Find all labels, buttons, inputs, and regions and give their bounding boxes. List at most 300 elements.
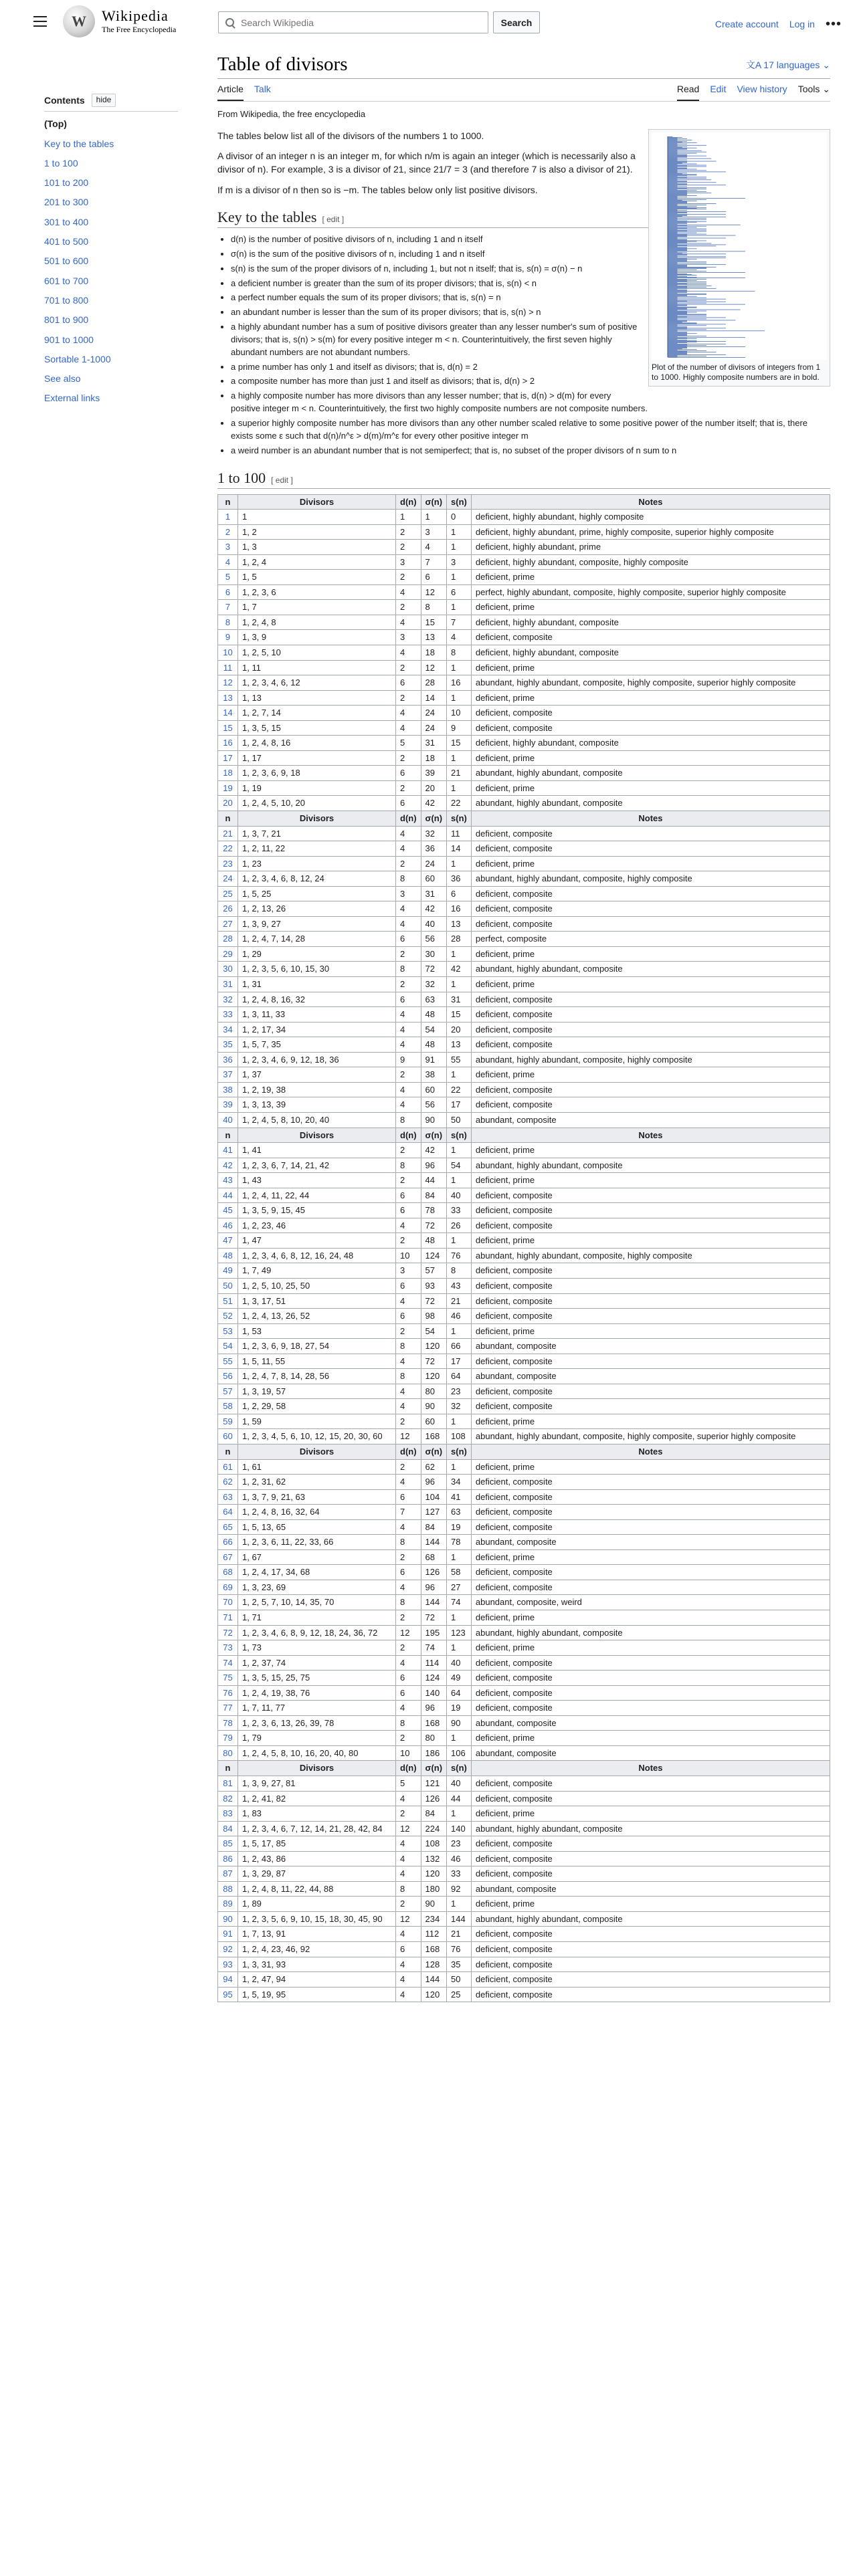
note-tag: , composite: [578, 1913, 623, 1924]
number-cell[interactable]: 56: [218, 1369, 238, 1384]
s-cell: 1: [447, 1610, 472, 1626]
number-cell[interactable]: 17: [218, 750, 238, 766]
column-header[interactable]: d(n): [396, 1444, 421, 1459]
number-cell[interactable]: 16: [218, 736, 238, 751]
number-cell[interactable]: 79: [218, 1731, 238, 1746]
column-header[interactable]: σ(n): [421, 1761, 447, 1776]
s-cell: 40: [447, 1776, 472, 1792]
notes-cell: [471, 1565, 830, 1580]
divisors-cell: 1, 2, 5, 10, 25, 50: [238, 1278, 396, 1293]
divisors-cell: 1, 2, 4, 7, 14, 28: [238, 932, 396, 947]
column-header[interactable]: σ(n): [421, 811, 447, 827]
tab-view-history[interactable]: View history: [737, 83, 787, 94]
note-tag: , prime: [508, 1325, 535, 1336]
toc-item[interactable]: External links: [44, 393, 100, 404]
more-options-icon[interactable]: •••: [825, 17, 842, 31]
number-cell[interactable]: 61: [218, 1459, 238, 1475]
search-button[interactable]: Search: [493, 11, 540, 33]
notes-cell: [471, 1836, 830, 1852]
number-cell[interactable]: 43: [218, 1173, 238, 1188]
number-cell[interactable]: 38: [218, 1082, 238, 1097]
number-cell[interactable]: 84: [218, 1821, 238, 1836]
divisors-cell: 1, 3, 9: [238, 630, 396, 645]
plot-bar: [668, 150, 702, 151]
number-cell[interactable]: 37: [218, 1067, 238, 1083]
plot-bar: [668, 273, 678, 274]
number-cell[interactable]: 57: [218, 1384, 238, 1399]
number-cell[interactable]: 11: [218, 660, 238, 675]
note-tag: deficient: [475, 1808, 508, 1819]
note-tag: , highly composite: [618, 556, 688, 567]
plot-bar: [668, 194, 687, 195]
number-cell[interactable]: 8: [218, 615, 238, 630]
note-tag: , composite: [578, 677, 623, 688]
divisors-cell: 1, 23: [238, 856, 396, 871]
plot-bar: [668, 250, 687, 251]
number-cell[interactable]: 64: [218, 1505, 238, 1520]
column-header[interactable]: Notes: [471, 1761, 830, 1776]
plot-bar: [668, 218, 706, 219]
notes-cell: [471, 1173, 830, 1188]
number-cell[interactable]: 94: [218, 1972, 238, 1988]
number-cell[interactable]: 59: [218, 1414, 238, 1429]
notes-cell: [471, 1897, 830, 1912]
number-cell[interactable]: 12: [218, 675, 238, 691]
note-tag: , prime: [508, 979, 535, 990]
number-cell[interactable]: 62: [218, 1475, 238, 1490]
notes-cell: [471, 706, 830, 721]
note-tag: , prime: [508, 692, 535, 703]
number-cell[interactable]: 39: [218, 1097, 238, 1113]
column-header[interactable]: s(n): [447, 494, 472, 510]
divisor-count-plot[interactable]: [652, 132, 827, 360]
number-cell[interactable]: 92: [218, 1942, 238, 1957]
plot-bar: [668, 295, 687, 296]
d-cell: 2: [396, 780, 421, 796]
column-header[interactable]: n: [218, 494, 238, 510]
number-cell[interactable]: 13: [218, 690, 238, 706]
column-header[interactable]: Divisors: [238, 1761, 396, 1776]
toc-item[interactable]: 201 to 300: [44, 197, 89, 208]
number-cell[interactable]: 24: [218, 871, 238, 887]
plot-bar: [668, 316, 687, 317]
number-cell[interactable]: 73: [218, 1640, 238, 1656]
number-cell[interactable]: 5: [218, 570, 238, 585]
number-cell[interactable]: 75: [218, 1671, 238, 1686]
intro-paragraph-2: A divisor of an integer n is an integer m, for which n/m is again an integer (which is necessarily also a divisor of n). For example, 3 is a divisor of 21, since 21/7 = 3 (and therefore 7 is also a divisor of 21).: [217, 150, 636, 175]
number-cell[interactable]: 78: [218, 1715, 238, 1731]
note-tag: , composite: [508, 1009, 553, 1020]
number-cell[interactable]: 83: [218, 1806, 238, 1822]
toc-item[interactable]: 1 to 100: [44, 157, 78, 169]
tab-read[interactable]: Read: [677, 82, 699, 101]
notes-cell: [471, 1942, 830, 1957]
column-header[interactable]: σ(n): [421, 1128, 447, 1143]
notes-cell: [471, 1354, 830, 1369]
toc-item[interactable]: 801 to 900: [44, 314, 89, 326]
column-header[interactable]: s(n): [447, 1128, 472, 1143]
sigma-cell: 84: [421, 1519, 447, 1535]
toc-item[interactable]: 601 to 700: [44, 275, 89, 286]
plot-bar: [668, 252, 687, 253]
number-cell[interactable]: 60: [218, 1429, 238, 1444]
divisors-cell: 1, 2, 3, 6: [238, 584, 396, 600]
language-count: 17 languages: [763, 59, 820, 70]
number-cell[interactable]: 7: [218, 600, 238, 615]
sigma-cell: 1: [421, 510, 447, 525]
plot-bar: [668, 245, 717, 246]
column-header[interactable]: Notes: [471, 1128, 830, 1143]
column-header[interactable]: σ(n): [421, 494, 447, 510]
table-row: [218, 1037, 830, 1053]
s-cell: 92: [447, 1881, 472, 1897]
number-cell[interactable]: 80: [218, 1745, 238, 1761]
number-cell[interactable]: 91: [218, 1927, 238, 1942]
number-cell[interactable]: 20: [218, 796, 238, 811]
column-header[interactable]: n: [218, 1444, 238, 1459]
s-cell: 1: [447, 1806, 472, 1822]
number-cell[interactable]: 46: [218, 1218, 238, 1233]
column-header[interactable]: Divisors: [238, 811, 396, 827]
key-item: • a highly abundant number has a sum of positive divisors greater than any lesser number's sum of positive divisors; that is, s(n) > s(m) for every positive integer m < n. Counterintuitively, the first seven highly abundant numbers are not abundant numbers.: [231, 321, 830, 359]
main-menu-button[interactable]: [33, 16, 47, 27]
number-cell[interactable]: 69: [218, 1580, 238, 1595]
plot-bar: [668, 255, 678, 256]
table-row: [218, 1836, 830, 1852]
number-cell[interactable]: 18: [218, 766, 238, 781]
s-cell: 1: [447, 856, 472, 871]
notes-cell: [471, 1339, 830, 1354]
toc-item[interactable]: 901 to 1000: [44, 334, 94, 345]
number-cell[interactable]: 81: [218, 1776, 238, 1792]
divisors-cell: 1, 2, 4, 8, 16: [238, 736, 396, 751]
table-row: [218, 554, 830, 570]
note-tag: , prime: [508, 1733, 535, 1743]
divisors-cell: 1, 2, 3, 6, 9, 18, 27, 54: [238, 1339, 396, 1354]
number-cell[interactable]: 19: [218, 780, 238, 796]
note-tag: deficient: [475, 888, 508, 899]
divisors-cell: 1, 7, 49: [238, 1263, 396, 1279]
note-tag: , composite: [512, 1883, 557, 1894]
number-cell[interactable]: 2: [218, 524, 238, 540]
notes-cell: [471, 1731, 830, 1746]
d-cell: 2: [396, 660, 421, 675]
table-row: [218, 1972, 830, 1988]
plot-bar: [668, 267, 706, 268]
number-cell[interactable]: 3: [218, 540, 238, 555]
toc-item[interactable]: 501 to 600: [44, 255, 89, 267]
column-header[interactable]: Notes: [471, 494, 830, 510]
s-cell: 123: [447, 1625, 472, 1640]
sigma-cell: 54: [421, 1022, 447, 1037]
number-cell[interactable]: 36: [218, 1052, 238, 1067]
number-cell[interactable]: 55: [218, 1354, 238, 1369]
d-cell: 2: [396, 540, 421, 555]
column-header[interactable]: Notes: [471, 1444, 830, 1459]
notes-cell: [471, 1022, 830, 1037]
plot-bar: [668, 138, 687, 139]
toc-item[interactable]: See also: [44, 373, 81, 385]
key-edit-link[interactable]: [ edit ]: [322, 215, 345, 225]
number-cell[interactable]: 31: [218, 977, 238, 992]
column-header[interactable]: s(n): [447, 1444, 472, 1459]
note-tag: , composite: [508, 1868, 553, 1879]
note-tag: , superior highly composite: [692, 677, 796, 688]
number-cell[interactable]: 45: [218, 1203, 238, 1218]
note-tag: , prime: [574, 526, 601, 537]
d-cell: 10: [396, 1745, 421, 1761]
language-selector[interactable]: [746, 58, 830, 72]
number-cell[interactable]: 71: [218, 1610, 238, 1626]
table-row: [218, 1429, 830, 1444]
notes-cell: [471, 1429, 830, 1444]
toc-hide-button[interactable]: hide: [92, 94, 116, 106]
sigma-cell: 126: [421, 1791, 447, 1806]
notes-cell: [471, 1671, 830, 1686]
create-account-link[interactable]: Create account: [714, 19, 779, 30]
column-header[interactable]: d(n): [396, 1761, 421, 1776]
number-cell[interactable]: 68: [218, 1565, 238, 1580]
number-cell[interactable]: 74: [218, 1655, 238, 1671]
column-header[interactable]: s(n): [447, 1761, 472, 1776]
number-cell[interactable]: 15: [218, 720, 238, 736]
number-cell[interactable]: 49: [218, 1263, 238, 1279]
divisors-cell: 1, 3, 9, 27, 81: [238, 1776, 396, 1792]
toc-item[interactable]: Key to the tables: [44, 138, 114, 149]
number-cell[interactable]: 95: [218, 1987, 238, 2002]
table-row: [218, 1685, 830, 1701]
column-header[interactable]: d(n): [396, 494, 421, 510]
s-cell: 9: [447, 720, 472, 736]
number-cell[interactable]: 32: [218, 992, 238, 1007]
plot-bar: [668, 266, 687, 267]
note-tag: , composite: [508, 708, 553, 718]
note-tag: , composite: [512, 1114, 557, 1125]
search-input[interactable]: [241, 12, 488, 33]
number-cell[interactable]: 72: [218, 1625, 238, 1640]
s-cell: 106: [447, 1745, 472, 1761]
number-cell[interactable]: 35: [218, 1037, 238, 1053]
note-tag: , prime: [508, 1145, 535, 1156]
number-cell[interactable]: 40: [218, 1112, 238, 1128]
section-edit-link[interactable]: [ edit ]: [271, 475, 293, 485]
s-cell: 33: [447, 1866, 472, 1882]
number-cell[interactable]: 23: [218, 856, 238, 871]
number-cell[interactable]: 4: [218, 554, 238, 570]
log-in-link[interactable]: Log in: [789, 19, 815, 30]
number-cell[interactable]: 86: [218, 1851, 238, 1866]
table-header-row: [218, 1444, 830, 1459]
divisors-cell: 1: [238, 510, 396, 525]
column-header[interactable]: n: [218, 1128, 238, 1143]
table-row: [218, 1323, 830, 1339]
note-tag: deficient: [475, 1959, 508, 1969]
number-cell[interactable]: 1: [218, 510, 238, 525]
tab-edit[interactable]: Edit: [710, 83, 727, 94]
column-header[interactable]: n: [218, 1761, 238, 1776]
number-cell[interactable]: 76: [218, 1685, 238, 1701]
d-cell: 4: [396, 1037, 421, 1053]
number-cell[interactable]: 27: [218, 916, 238, 932]
toc-item[interactable]: 301 to 400: [44, 216, 89, 227]
number-cell[interactable]: 67: [218, 1549, 238, 1565]
number-cell[interactable]: 87: [218, 1866, 238, 1882]
sigma-cell: 104: [421, 1489, 447, 1505]
search-icon: [225, 18, 234, 27]
toc-item[interactable]: (Top): [44, 118, 67, 130]
column-header[interactable]: d(n): [396, 811, 421, 827]
column-header[interactable]: Divisors: [238, 1128, 396, 1143]
s-cell: 15: [447, 736, 472, 751]
d-cell: 6: [396, 1489, 421, 1505]
sigma-cell: 84: [421, 1806, 447, 1822]
plot-bar: [668, 327, 687, 328]
number-cell[interactable]: 42: [218, 1158, 238, 1173]
number-cell[interactable]: 70: [218, 1595, 238, 1610]
key-item: • a composite number has more than just 1 and itself as divisors; that is, d(n) > 2: [231, 375, 830, 388]
number-cell[interactable]: 53: [218, 1323, 238, 1339]
number-cell[interactable]: 10: [218, 645, 238, 661]
divisor-plot-figure: [648, 129, 830, 387]
number-cell[interactable]: 22: [218, 841, 238, 857]
plot-bar: [668, 264, 726, 265]
plot-bar: [668, 170, 706, 171]
s-cell: 49: [447, 1671, 472, 1686]
number-cell[interactable]: 54: [218, 1339, 238, 1354]
number-cell[interactable]: 51: [218, 1293, 238, 1309]
column-header[interactable]: d(n): [396, 1128, 421, 1143]
d-cell: 12: [396, 1821, 421, 1836]
d-cell: 4: [396, 1836, 421, 1852]
note-tag: , prime: [508, 1235, 535, 1246]
number-cell[interactable]: 25: [218, 886, 238, 901]
notes-cell: [471, 1384, 830, 1399]
number-cell[interactable]: 52: [218, 1309, 238, 1324]
divisors-cell: 1, 2, 3, 4, 6, 8, 12, 24: [238, 871, 396, 887]
note-tag: abundant: [475, 1913, 512, 1924]
plot-bar: [668, 328, 687, 329]
number-cell[interactable]: 41: [218, 1143, 238, 1158]
divisors-cell: 1, 3, 13, 39: [238, 1097, 396, 1113]
toc-item[interactable]: 701 to 800: [44, 294, 89, 306]
sigma-cell: 14: [421, 690, 447, 706]
divisors-cell: 1, 29: [238, 946, 396, 962]
number-cell[interactable]: 44: [218, 1188, 238, 1203]
toc-item[interactable]: 401 to 500: [44, 236, 89, 247]
note-tag: , composite: [578, 798, 623, 809]
note-tag: , prime: [508, 1612, 535, 1622]
number-cell[interactable]: 66: [218, 1535, 238, 1550]
note-tag: , highly composite: [622, 1250, 692, 1261]
number-cell[interactable]: 30: [218, 962, 238, 977]
table-row: [218, 1701, 830, 1716]
d-cell: 6: [396, 992, 421, 1007]
column-header[interactable]: s(n): [447, 811, 472, 827]
tab-article[interactable]: Article: [217, 82, 244, 101]
number-cell[interactable]: 34: [218, 1022, 238, 1037]
sigma-cell: 12: [421, 660, 447, 675]
d-cell: 2: [396, 1233, 421, 1249]
number-cell[interactable]: 88: [218, 1881, 238, 1897]
d-cell: 8: [396, 962, 421, 977]
note-tag: , composite: [502, 934, 547, 944]
number-cell[interactable]: 47: [218, 1233, 238, 1249]
number-cell[interactable]: 14: [218, 706, 238, 721]
table-row: [218, 1655, 830, 1671]
divisors-cell: 1, 11: [238, 660, 396, 675]
number-cell[interactable]: 85: [218, 1836, 238, 1852]
tab-talk[interactable]: Talk: [254, 83, 271, 94]
d-cell: 6: [396, 1188, 421, 1203]
toc-item[interactable]: 101 to 200: [44, 177, 89, 189]
note-tag: deficient: [475, 1356, 508, 1366]
plot-bar: [668, 306, 678, 307]
divisors-table: [217, 494, 830, 2003]
s-cell: 55: [447, 1052, 472, 1067]
number-cell[interactable]: 9: [218, 630, 238, 645]
number-cell[interactable]: 28: [218, 932, 238, 947]
wikipedia-logo[interactable]: [63, 5, 176, 37]
number-cell[interactable]: 63: [218, 1489, 238, 1505]
number-cell[interactable]: 21: [218, 826, 238, 841]
number-cell[interactable]: 6: [218, 584, 238, 600]
d-cell: 2: [396, 1549, 421, 1565]
number-cell[interactable]: 93: [218, 1957, 238, 1972]
number-cell[interactable]: 77: [218, 1701, 238, 1716]
d-cell: 6: [396, 766, 421, 781]
column-header[interactable]: n: [218, 811, 238, 827]
note-tag: deficient: [475, 1190, 508, 1200]
number-cell[interactable]: 90: [218, 1911, 238, 1927]
number-cell[interactable]: 89: [218, 1897, 238, 1912]
note-tag: , composite: [508, 1521, 553, 1532]
divisors-cell: 1, 43: [238, 1173, 396, 1188]
note-tag: , highly abundant: [512, 1160, 579, 1170]
plot-bar: [668, 204, 678, 205]
s-cell: 46: [447, 1851, 472, 1866]
d-cell: 4: [396, 1851, 421, 1866]
column-header[interactable]: Divisors: [238, 494, 396, 510]
s-cell: 1: [447, 570, 472, 585]
d-cell: 2: [396, 600, 421, 615]
number-cell[interactable]: 33: [218, 1007, 238, 1023]
divisors-cell: 1, 5, 13, 65: [238, 1519, 396, 1535]
number-cell[interactable]: 50: [218, 1278, 238, 1293]
plot-bar: [668, 206, 697, 207]
d-cell: 4: [396, 1927, 421, 1942]
number-cell[interactable]: 29: [218, 946, 238, 962]
number-cell[interactable]: 48: [218, 1248, 238, 1263]
d-cell: 4: [396, 901, 421, 917]
number-cell[interactable]: 58: [218, 1399, 238, 1414]
divisors-cell: 1, 3, 7, 21: [238, 826, 396, 841]
number-cell[interactable]: 65: [218, 1519, 238, 1535]
column-header[interactable]: Notes: [471, 811, 830, 827]
number-cell[interactable]: 82: [218, 1791, 238, 1806]
divisors-cell: 1, 2, 4, 7, 8, 14, 28, 56: [238, 1369, 396, 1384]
number-cell[interactable]: 26: [218, 901, 238, 917]
plot-bar: [668, 212, 687, 213]
d-cell: 4: [396, 1082, 421, 1097]
tab-tools[interactable]: Tools ⌄: [798, 82, 830, 101]
column-header[interactable]: Divisors: [238, 1444, 396, 1459]
sigma-cell: 39: [421, 766, 447, 781]
column-header[interactable]: σ(n): [421, 1444, 447, 1459]
toc-item[interactable]: Sortable 1-1000: [44, 353, 111, 364]
note-tag: deficient: [475, 542, 508, 552]
notes-cell: [471, 1806, 830, 1822]
divisors-cell: 1, 13: [238, 690, 396, 706]
